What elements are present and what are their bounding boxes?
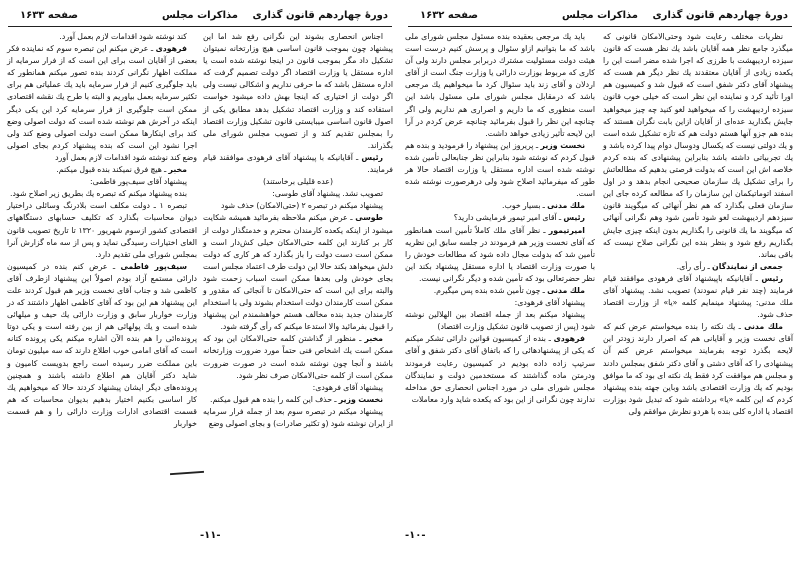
- page-1632: [400, 0, 800, 560]
- page-header: [8, 6, 392, 27]
- paragraph: [603, 321, 793, 418]
- paragraph: [603, 261, 793, 273]
- paragraph-text: ـ عرض کنم بنده در کمیسیون دارائی مستمع آزاد بودم اصولاً این پیشنهاد ازطرف آقای کاظمی شد و جناب آقای نخست وزیر هم قبول کردند علت این پیشنهاد هم این بود که آقای کاظمی اظهار داشتند که در وزارت خواربار سابق و وزارت دارائی یك حیف و میلهائی شده است و یك پولهائی هم از بین رفته است و یکی دوتا پرونده‌ائی را هم بنده الآن اشاره میکنم یکی پرونده کتانه است که آقای امامی خوب اطلاع دارند که سه میلیون تومان باین مملکت ضرر رسیده است راجع بدویست کامیون و شاید دکتر آقایان هم اطلاع داشته باشند و همچنین پرونده‌های دیگر ایشان پیشنهاد کردند حالا که میخواهیم یك کار اساسی بکنیم اختیار بدهیم بدیوان محاسبات که هم قسمت اقتصادی ادارات وزارت دارائی را و هم قسمت خواربار: [7, 261, 197, 428]
- page-footer-number: -۱۰-: [405, 530, 426, 541]
- paragraph-text: پیشنهاد میکنم در تبصره ۲ (حتی‌الامکان) حذف شود: [221, 201, 383, 211]
- paragraph: [405, 212, 595, 224]
- page-number: صفحه ۱۶۳۳: [20, 10, 79, 21]
- paragraph: [203, 200, 393, 212]
- speaker-name: نخست وزیر: [338, 394, 383, 404]
- speaker-name: ملك مدنی: [547, 285, 585, 295]
- paragraph-text: (عده قلیلی برخاستند): [262, 177, 333, 187]
- paragraph-text: تصویب نشد. پیشنهاد آقای طوسی:: [272, 189, 383, 199]
- paragraph: [405, 297, 595, 309]
- paragraph: [7, 31, 197, 43]
- paragraph-text: ـ رأی رأی.: [676, 261, 710, 271]
- page-header: [408, 6, 792, 27]
- speaker-name: سیف‌پور فاطمی: [120, 261, 187, 271]
- paragraph-text: ـ پریروز این پیشنهاد را فرمودید و بنده هم قبول کردم که نوشته شود بنابراین نظر جنابعالی تأمین شده نوشته شده است اداره مستقل یا وزارت اقتصاد حالا هر طور که میفرمائید اصلاح شود ولی درهرصورت نوشته شده است.: [405, 140, 595, 199]
- paragraph-text: ـ هیچ فرق نمیکند بنده قبول میکنم.: [56, 165, 167, 175]
- pen-mark: [170, 471, 204, 475]
- text-column-right: [603, 31, 793, 418]
- speaker-name: مخبر: [364, 334, 383, 344]
- paragraph-text: ـ آقایانیکه باپیشنهاد آقای فرهودی موافقند قیام فرمایند (چند نفر قیام نمودند) تصویب نشد. پیشنهاد آقای ملك مدنی: پیشنهاد مینمایم کلمه «یا» از وزارت اقتصاد حذف شود.: [603, 273, 793, 320]
- page-footer-number: -۱۱-: [200, 530, 221, 541]
- paragraph-text: پیشنهاد آقای فرهودی:: [514, 298, 585, 308]
- paragraph-text: ـ حذف این کلمه را بنده هم قبول میکنم.: [210, 394, 337, 404]
- paragraph: [203, 176, 393, 188]
- paragraph: [405, 333, 595, 406]
- paragraph: [405, 285, 595, 297]
- paragraph-text: باید یك مرجعی بعقیده بنده مسئول مجلس شورای ملی باشد که ما بتوانیم ازاو سئوال و پرسش کنیم درست است هیئت دولت مسئولیت مشترك دربرابر مجلس دارند ولی آن کاری که مربوط بوزارت دارائی یا وزارت جنگ است از آقای اردلان و آقای زند باید سئوال کرد ما میخواهیم یك مرجعی باشد که درمقابل مجلس شورای ملی مسئول باشد این است منظوری که ما داریم و اصراری هم نداریم ولی اگر چنانچه این نظر را قبول بفرمائید چنانچه عرض کردم در آرا این لایحه تأثیر زیادی خواهد داشت.: [405, 32, 595, 138]
- publication-title: مذاکرات مجلس: [161, 10, 239, 21]
- speaker-name: مخبر: [168, 165, 187, 175]
- paragraph-text: ـ عرض میکنم ملاحظه بفرمائید همیشه شکایت میشود از اینکه یکعده کارمندان محترم و خدمتگذار دولت از کار بر کنارند این کلمه حتی‌الامکان خیلی کش‌دار است و ممکن است دست دولت را باز بگذارد که هر کاری که دولت دلش میخواهد بکند حالا این دولت طرف اعتماد مجلس است بجای خودش ولی بعدها ممکن است اسباب زحمت شود والبته برای این است که حتی‌الامکان تا آنجائی که مقدور و ممکن است کارمندان دولت استخدام بشوند ولی با استخدام کارمندان جدید بنده مخالف هستم خواهشمندم این پیشنهاد را قبول بفرمائید والا استدعا میکنم که رأی گرفته شود.: [203, 213, 393, 332]
- speaker-name: نخست وزیر: [540, 140, 585, 150]
- paragraph-text: پیشنهاد آقای فرهودی:: [312, 382, 383, 392]
- paragraph: [203, 394, 393, 406]
- paragraph-text: نظریات مختلف رعایت شود وحتی‌الامکان قانونی که میگذرد جامع نظر همه آقایان باشد یك نظر هست که قانون سیزده اردیبهشت با طرزی که اجرا شده مضر است این را یکعده زیادی از آقایان معتقدند یك نظر دیگر هم هست که پیشنهاد آقای دکتر شفق است که قبول شد و کمیسیون هم اورا تأئید کرد و نماینده این نظر است که خیلی خوب قانون سیزده اردیبهشت را که میخواهید لغو کنید چه چیز میخواهید جایش بگذارید عده‌ای از آقایان ازاین بابت نگران هستند که بنده هم جزو آنها هستم دولت هم که تازه تشکیل شده است و یك دولتی نیست که یکسال ودوسال دوام پیدا کرده باشد و یك تجربیاتی داشته باشد بنابراین پیشنهادی که بنده کردم خلاصه اش این است که بدولت فرصتی بدهیم که مطالعاتش را برای تشکیل یك سازمان صحیحی انجام بدهد و در اول اسفند اتوماتیکمان این سازمان را که مطالعه کرده جای این سازمان فعلی بگذارد که هم نظر آنهائی که میگویند قانون سیزدهم اردیبهشت لغو شود تأمین شود وهم نگرانی آنهائی که میگویند ما یك قانونی را بگذاریم بدون اینکه چیزی جایش بگذاریم رفع شود و بنظر بنده این نگرانی صلاح نیست که باقی بماند.: [603, 32, 793, 259]
- speaker-name: ملك مدنی: [744, 322, 783, 332]
- paragraph-text: ـ آقایانیکه با پیشنهاد آقای فرهودی موافقند قیام فرمایند.: [203, 152, 393, 175]
- session-title: دورهٔ چهاردهم قانون گذاری: [252, 10, 388, 21]
- paragraph: [7, 200, 197, 260]
- speaker-name: امیرتیمور: [548, 225, 585, 235]
- publication-title: مذاکرات مجلس: [561, 10, 639, 21]
- paragraph-text: تبصره ۱ ـ دولت مکلف است بلادرنگ وسائلی دراختیار دیوان محاسبات بگذارد که تکلیف حسابهای دستگاههای اقتصادی کشور ازسوم شهریور ۱۳۲۰ تا تاریخ تصویب قانون الغای اختیارات رسیدگی نماید و پس از سه ماه گزارش آنرا بمجلس شورای ملی تقدیم دارد.: [7, 201, 197, 259]
- paragraph: [405, 140, 595, 200]
- paragraph: [203, 31, 393, 152]
- speaker-name: طوسی: [355, 213, 383, 223]
- paragraph-text: ـ بسیار خوب.: [502, 201, 545, 211]
- speaker-name: رئیس: [563, 213, 585, 223]
- paragraph-text: پیشنهاد میکنم در تبصره سوم بعد از جمله فرار سرمایه از ایران نوشته شود (و تکثیر صادرات) و بجای اصولی وضع: [203, 406, 393, 428]
- paragraph-text: ـ بنده از کمیسیون قوانین دارائی تشکر میکنم که یکی از پیشنهادهائی را که باتفاق آقای دکتر شفق و آقای سرتیپ زاده داده بودیم در کمیسیون رعایت فرمودند ودرمتن ماده گذاشتند که مستخدمین دولت و نمایندگان مجلس شورای ملی در مورد اجناس انحصاری حق مداخله ندارند چون نگرانی از این بود که یکعده شاید وارد معاملات: [405, 334, 595, 404]
- paragraph: [603, 273, 793, 321]
- paragraph: [203, 382, 393, 394]
- speaker-name: فرهودی: [553, 334, 585, 344]
- paragraph: [7, 43, 197, 164]
- paragraph-text: پیشنهاد میکنم بعد از جمله اقتصاد بین الهلالین نوشته شود (پس از تصویب قانون تشکیل وزارت اقتصاد): [405, 310, 595, 332]
- paragraph-text: کند نوشته شود اقدامات لازم بعمل آورد.: [59, 32, 187, 41]
- page-number: صفحه ۱۶۳۲: [420, 10, 479, 21]
- paragraph: [203, 152, 393, 176]
- paragraph: [603, 31, 793, 261]
- paragraph: [203, 212, 393, 333]
- speaker-name: ملك مدنی: [547, 201, 585, 211]
- speaker-name: جمعی از نمایندگان: [712, 261, 783, 271]
- speaker-name: فرهودی: [155, 44, 188, 54]
- text-column-left: [7, 31, 197, 430]
- paragraph: [7, 176, 197, 188]
- paragraph: [405, 31, 595, 140]
- paragraph-text: ـ آقای امیر تیمور فرمایشی دارید؟: [453, 213, 562, 223]
- paragraph-text: ـ عرض میکنم این تبصره سوم که نماینده فکر بعضی از آقایان است برای این است که از فرار سرمایه از مملکت اظهار نگرانی کردند بنده تصور میکنم همانطور که باید جلوگیری کنیم از فرار سرمایه باید یك عملیاتی هم برای تکثیر سرمایه بعمل بیاوریم و البته با طرح یك نقشه اقتصادی ممکن است جلوگیری از فرار سرمایه کرد این یکی دیگر اینکه در آخرش هم نوشته شده است که دولت اصولی وضع کند برای اینکارها ممکن است دولت اصولی وضع کند ولی اجرا نشود این است که بنده پیشنهاد کردم بجای اصولی وضع کند نوشته شود اقدامات لازم بعمل آورد: [7, 44, 197, 162]
- paragraph-text: ـ نظر آقای ملك کاملاً تأمین است همانطور که آقای نخست وزیر هم فرمودند در جلسه سابق این نظریه تأمین شد که بدولت مجال داده شود که مطالعات خودش را با صورت وزارت اقتصاد یا اداره مستقل پیشنهاد بکند این نظر حضرتعالی بود که تأمین شده و دیگر نگرانی نیست.: [405, 225, 595, 283]
- session-title: دورهٔ چهاردهم قانون گذاری: [652, 10, 788, 21]
- paragraph: [405, 200, 595, 212]
- text-column-right: [203, 31, 393, 430]
- speaker-name: رئیس: [361, 152, 383, 162]
- paragraph: [203, 406, 393, 430]
- paragraph-text: ـ چون تأمین شده بنده پس میگیرم.: [433, 285, 545, 295]
- paragraph-text: ـ منظور از گذاشتن کلمه حتی‌الامکان این بود که ممکن است یك اشخاص فنی حتماً مورد ضرورت وزارتخانه باشند و آنجا چون نوشته شده است در صورت ضرورت ممکن است از کلمه حتی‌الامکان صرف نظر شود.: [203, 334, 393, 380]
- paragraph: [405, 309, 595, 333]
- page-1633: [0, 0, 400, 560]
- paragraph-text: اجناس انحصاری بشوند این نگرانی رفع شد اما این پیشنهاد چون بموجب قانون اساسی هیچ وزارتخانه نمیتوان تشکیل داد مگر بموجب قانون در اینجا نوشته شده است یا اداره مستقل یا وزارت اقتصاد اگر دولت تصمیم گرفت که اداره مستقل باشد که ما حرفی نداریم و اشکالی نیست ولی اگر دولت از اختیاری که اینجا بهش داده میشود خواست استفاده کند و وزارت اقتصاد تشکیل بدهد مطابق یکی از اصول قانون اساسی میبایستی قانون تشکیل وزارت اقتصاد را بمجلس تقدیم کند و از تصویب مجلس شورای ملی بگذراند.: [203, 32, 393, 150]
- speaker-name: رئیس: [761, 273, 783, 283]
- paragraph-text: بنده پیشنهاد میکنم که تبصره یك بطریق زیر اصلاح شود.: [9, 189, 187, 199]
- paragraph: [203, 188, 393, 200]
- text-column-left: [405, 31, 595, 406]
- paragraph: [7, 164, 197, 176]
- paragraph-text: پیشنهاد آقای سیف‌پور فاطمی:: [89, 177, 187, 187]
- paragraph: [7, 261, 197, 430]
- paragraph-text: ـ یك نکته را بنده میخواستم عرض کنم که آقای نخست وزیر و آقایانی هم که اصرار دارند زودتر این لایحه بگذرد توجه بفرمایند میخواستم عرض کنم آن پیشنهادی را که آقای دشتی و آقای دکتر شفق بمجلس دادند و مجلس هم موافقت کرد فقط یك نکته ای بود که ما موافق بودیم که یك وزارت اقتصادی باشد وباین جهته بنده پیشنهاد کردم که این کلمه «یا» برداشته شود که تبدیل شود بوزارت اقتصاد یا اداره کلی بنده با هردو نظرش موافقم ولی: [603, 322, 793, 416]
- paragraph: [203, 333, 393, 381]
- paragraph: [405, 225, 595, 285]
- paragraph: [7, 188, 197, 200]
